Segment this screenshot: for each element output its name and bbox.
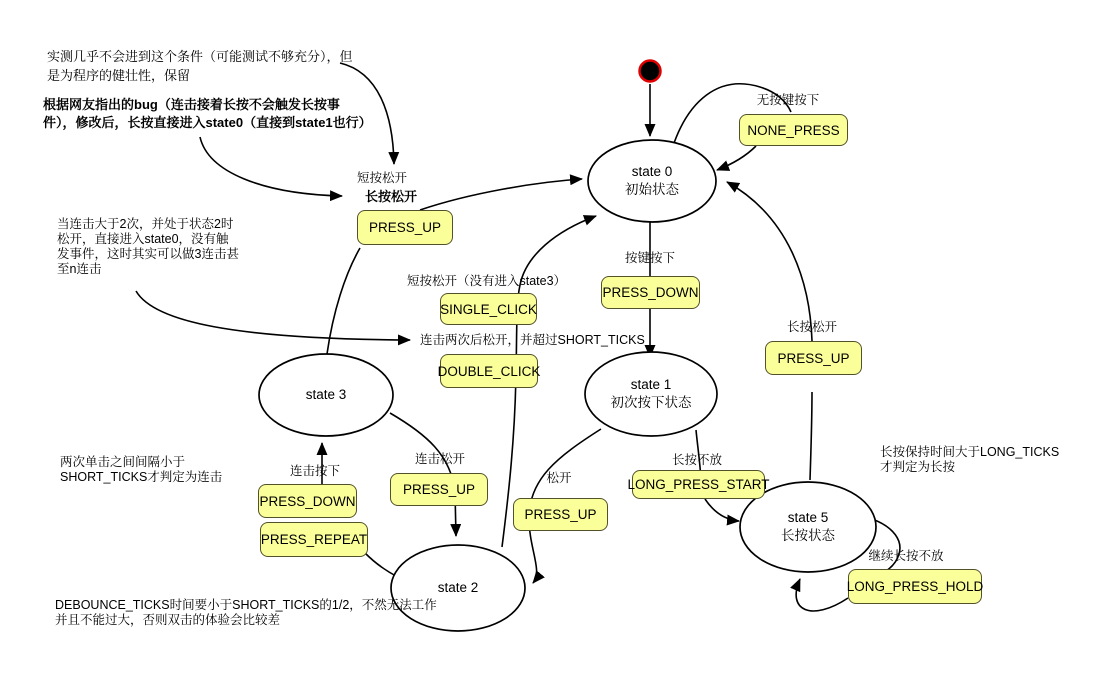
note-multi-click [57, 217, 239, 277]
state3-node [306, 386, 347, 404]
state1-node [611, 376, 692, 412]
state5-node [781, 509, 835, 545]
state1-desc: 初次按下状态 [610, 395, 692, 410]
event-box-single-click [440, 293, 537, 325]
label-repeat-release: 连击松开 [414, 452, 466, 466]
event-label: LONG_PRESS_START [627, 477, 770, 492]
note-line: 才判定为长按 [880, 460, 956, 474]
state1-name: state 1 [630, 377, 672, 392]
event-box-press-up-top [357, 210, 453, 245]
label-short-release-no-state3: 短按松开（没有进入state3） [407, 274, 567, 288]
event-box-double-click [437, 354, 541, 388]
event-label: SINGLE_CLICK [440, 301, 537, 317]
event-box-press-up-mid [513, 498, 608, 531]
state0-name: state 0 [631, 164, 673, 179]
edge-state2-to-pressrepeat [365, 553, 398, 577]
label-keep-holding: 继续长按不放 [868, 549, 944, 563]
event-label: PRESS_DOWN [259, 493, 356, 509]
state5-desc: 长按状态 [781, 528, 835, 543]
state2-name: state 2 [437, 580, 479, 595]
note-line: 实测几乎不会进到这个条件（可能测试不够充分），但 [47, 49, 353, 64]
note-line: SHORT_TICKS才判定为连击 [60, 470, 223, 484]
label-double-click-release: 连击两次后松开，并超过SHORT_TICKS [420, 333, 645, 347]
note-debounce-ticks [55, 598, 437, 628]
state2-node [438, 579, 479, 597]
edge-noteB-pointer [200, 137, 342, 196]
edge-pressup-right-to-state0 [727, 182, 812, 341]
note-line: DEBOUNCE_TICKS时间要小于SHORT_TICKS的1/2，不然无法工作 [55, 598, 437, 612]
event-box-press-down-left [258, 484, 357, 518]
label-long-press-hold-down: 长按不放 [671, 453, 723, 467]
note-long-ticks [880, 445, 1059, 475]
note-line: 两次单击之间间隔小于 [60, 455, 186, 469]
event-box-press-down [601, 276, 700, 309]
note-line: 松开，直接进入state0，没有触 [57, 232, 229, 246]
state0-node [625, 163, 679, 199]
edge-longpresshold-to-state5 [796, 579, 848, 611]
event-box-press-up-left [390, 473, 488, 506]
event-box-none-press [739, 114, 848, 146]
label-no-key-pressed: 无按键按下 [756, 93, 820, 107]
note-line: 并且不能过大，否则双击的体验会比较差 [55, 613, 281, 627]
label-short-press-release: 短按松开 [356, 171, 408, 185]
label-key-pressed: 按键按下 [624, 251, 676, 265]
event-label: PRESS_UP [368, 220, 442, 235]
event-label: PRESS_UP [402, 482, 476, 497]
edge-noteC-pointer [136, 291, 410, 340]
label-release: 松开 [546, 471, 572, 485]
edge-state5-to-pressup-right [810, 392, 812, 480]
event-label: LONG_PRESS_HOLD [846, 579, 984, 594]
event-label: PRESS_REPEAT [260, 532, 368, 547]
state0-desc: 初始状态 [625, 182, 679, 197]
event-label: NONE_PRESS [747, 122, 840, 138]
event-label: PRESS_UP [524, 507, 597, 522]
state5-name: state 5 [787, 510, 829, 525]
note-robustness [47, 47, 353, 85]
event-box-long-press-start [627, 470, 770, 499]
label-long-press-release-bold: 长按松开 [364, 189, 418, 204]
event-box-press-up-right [765, 341, 862, 375]
note-line: 长按保持时间大于LONG_TICKS [880, 445, 1060, 459]
note-line: 发事件，这时其实可以做3连击甚 [57, 247, 239, 261]
label-repeat-press: 连击按下 [289, 464, 341, 478]
note-line: 件），修改后，长按直接进入state0（直接到state1也行） [43, 115, 372, 130]
note-line: 是为程序的健壮性，保留 [47, 68, 191, 83]
label-long-press-release: 长按松开 [786, 320, 838, 334]
edge-nonepress-to-state0 [717, 146, 756, 170]
edge-longpressstart-to-state5 [705, 499, 739, 521]
state-nodes [259, 140, 876, 631]
note-line: 根据网友指出的bug（连击接着长按不会触发长按事 [43, 97, 340, 112]
event-box-long-press-hold [848, 569, 982, 604]
edge-pressup-to-state0 [420, 179, 582, 210]
event-label: PRESS_DOWN [602, 285, 699, 300]
note-line: 至n连击 [57, 262, 102, 276]
state3-name: state 3 [305, 387, 347, 402]
event-box-press-repeat [260, 522, 368, 557]
note-short-ticks [60, 455, 222, 485]
note-bugfix [43, 96, 372, 132]
event-label: DOUBLE_CLICK [437, 363, 541, 379]
initial-state-dot [640, 61, 661, 82]
note-line: 当连击大于2次，并处于状态2时 [57, 217, 234, 231]
event-label: PRESS_UP [777, 350, 850, 366]
